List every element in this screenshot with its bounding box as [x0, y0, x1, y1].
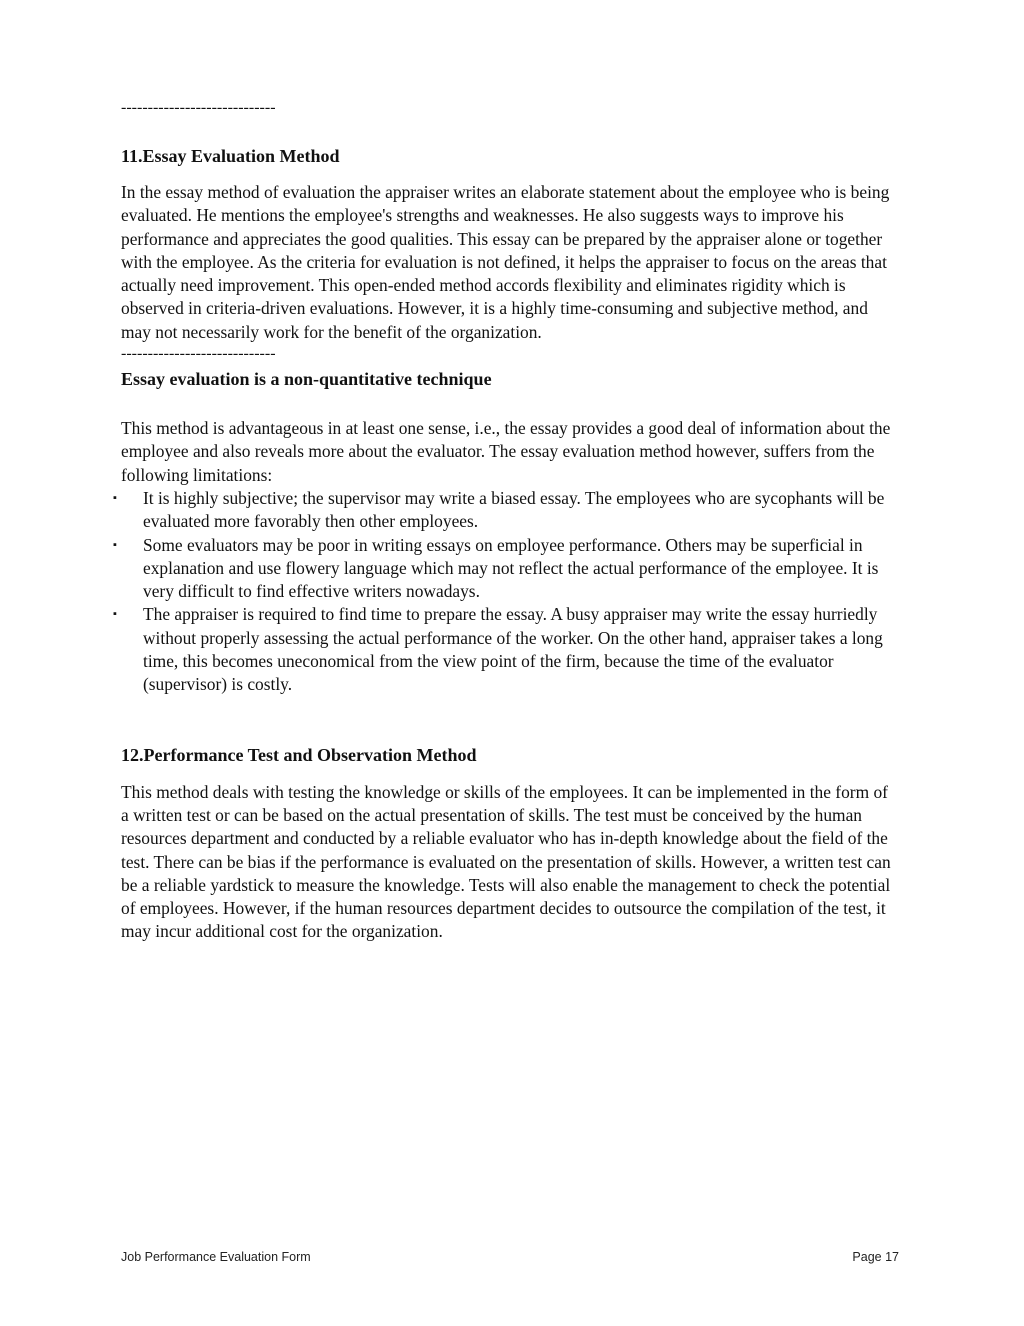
list-item-text: Some evaluators may be poor in writing essays on employee performance. Others may be superficial in explanation and use flowery language which may not reflect the actual performance of the employee. It is very difficult to find effective writers nowadays.: [143, 534, 879, 602]
footer-page-number: Page 17: [852, 1250, 899, 1264]
section-12-heading: 12.Performance Test and Observation Method: [121, 744, 477, 765]
section-11-paragraph: In the essay method of evaluation the appraiser writes an elaborate statement about the employee who is being evaluated. He mentions the employee's strengths and weaknesses. He also suggests ways to improve his performance and appreciates the good qualities. This essay can be prepared by the appraiser alone or together with the employee. As the criteria for evaluation is not defined, it helps the appraiser to focus on the areas that actually need improvement. This open-ended method accords flexibility and eliminates rigidity which is observed in criteria-driven evaluations. However, it is a highly time-consuming and subjective method, and may not necessarily work for the benefit of the organization.: [121, 182, 890, 342]
square-bullet-icon: ▪: [113, 608, 117, 621]
page-content: [113, 98, 899, 944]
subsection-heading: Essay evaluation is a non-quantitative technique: [121, 369, 492, 390]
limitations-list: [113, 487, 899, 697]
list-item: [113, 603, 899, 696]
list-item-text: It is highly subjective; the supervisor may write a biased essay. The employees who are sycophants will be evaluated more favorably then other employees.: [143, 487, 885, 532]
list-item-text: The appraiser is required to find time to prepare the essay. A busy appraiser may write the essay hurriedly without properly assessing the actual performance of the worker. On the other hand, appraiser takes a long time, this becomes uneconomical from the view point of the firm, because the time of the evaluator (supervisor) is costly.: [143, 604, 883, 695]
page-footer: [121, 1250, 899, 1264]
separator-middle: -----------------------------: [121, 345, 276, 363]
subsection-paragraph: This method is advantageous in at least one sense, i.e., the essay provides a good deal of information about the employee and also reveals more about the evaluator. The essay evaluation method however, suffers from the following limitations:: [121, 418, 891, 485]
list-item: [113, 534, 899, 604]
square-bullet-icon: ▪: [113, 491, 117, 504]
separator-top: -----------------------------: [121, 99, 276, 116]
section-12-paragraph: This method deals with testing the knowledge or skills of the employees. It can be implemented in the form of a written test or can be based on the actual presentation of skills. The test must be conceived by the human resources department and conducted by a reliable evaluator who has in-depth knowledge about the field of the test. There can be bias if the performance is evaluated on the presentation of skills. However, a written test can be a reliable yardstick to measure the knowledge. Tests will also enable the management to check the potential of employees. However, if the human resources department decides to outsource the compilation of the test, it may incur additional cost for the organization.: [121, 781, 891, 942]
section-11-heading: 11.Essay Evaluation Method: [121, 146, 340, 166]
list-item: [113, 487, 899, 534]
footer-document-title: Job Performance Evaluation Form: [121, 1250, 311, 1264]
square-bullet-icon: ▪: [113, 538, 117, 551]
